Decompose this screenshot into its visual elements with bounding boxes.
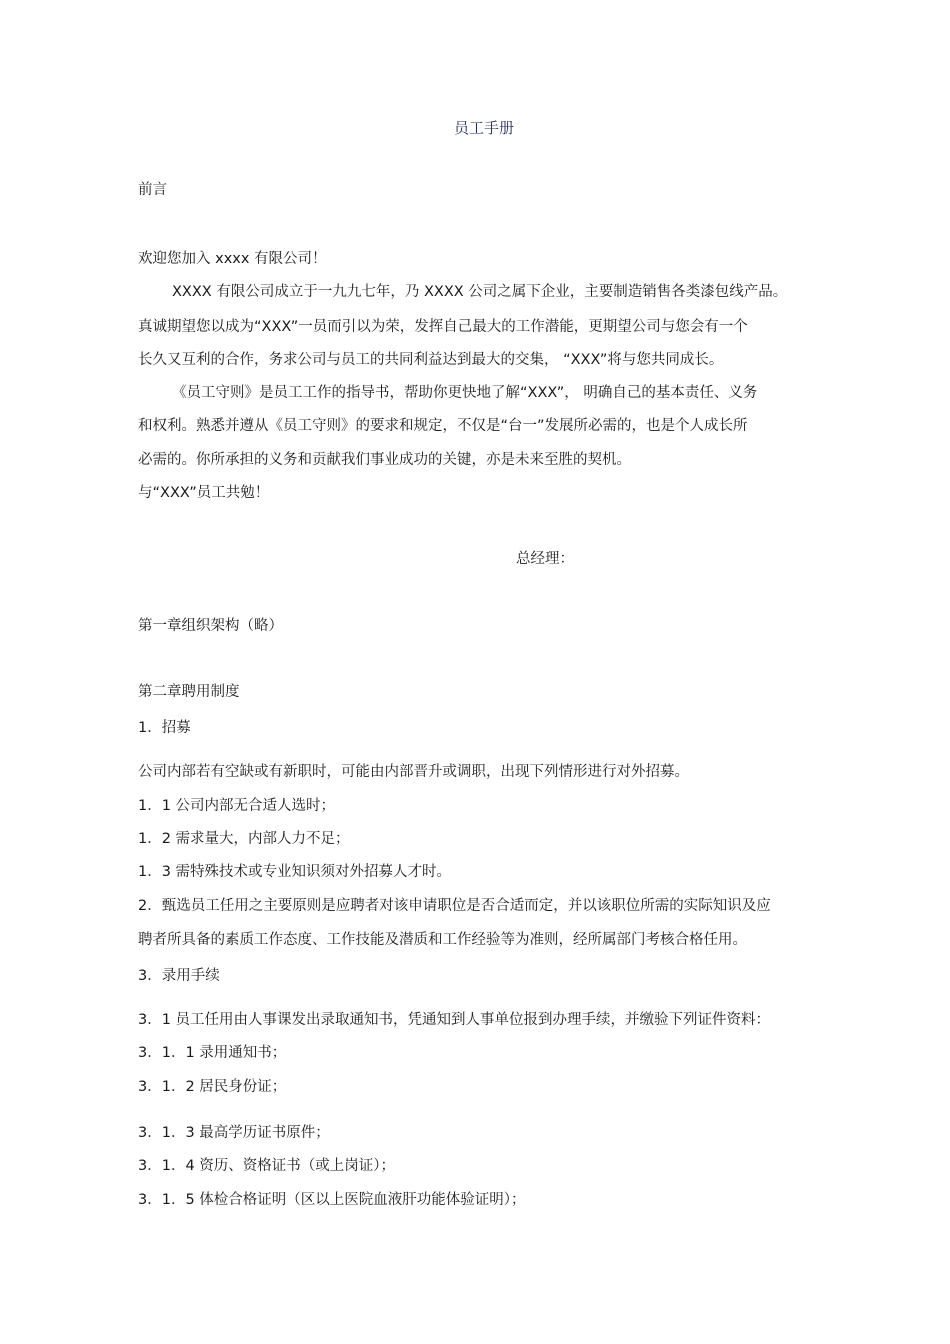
list-item: 1．3 需特殊技术或专业知识须对外招募人才时。: [138, 864, 452, 880]
list-item: 3．1．1 录用通知书；: [138, 1045, 287, 1061]
list-item: 1．2 需求量大，内部人力不足；: [138, 831, 350, 847]
list-item: 3．1．5 体检合格证明（区以上医院血液肝功能体验证明）；: [138, 1192, 526, 1208]
list-item: 1．1 公司内部无合适人选时；: [138, 798, 336, 814]
section-heading: 1．招募: [138, 720, 191, 736]
list-item: 3．1．3 最高学历证书原件；: [138, 1125, 330, 1141]
chapter-heading: 第二章聘用制度: [138, 684, 240, 700]
list-item: 3．1．2 居民身份证；: [138, 1079, 287, 1095]
closing-line: 与“XXX”员工共勉！: [138, 485, 270, 501]
guide-paragraph-line: 和权利。熟悉并遵从《员工守则》的要求和规定，不仅是“台一”发展所必需的，也是个人成长所: [138, 418, 748, 434]
section-text: 3．1 员工任用由人事课发出录取通知书，凭通知到人事单位报到办理手续，并缴验下列证件资料：: [138, 1012, 771, 1028]
section-text: 2．甄选员工任用之主要原则是应聘者对该申请职位是否合适而定，并以该职位所需的实际知识及应: [138, 898, 771, 914]
section-text: 聘者所具备的素质工作态度、工作技能及潜质和工作经验等为准则，经所属部门考核合格任用。: [138, 932, 747, 948]
section-text: 公司内部若有空缺或有新职时，可能由内部晋升或调职，出现下列情形进行对外招募。: [138, 764, 689, 780]
document-title: 员工手册: [454, 119, 515, 137]
welcome-line: 欢迎您加入 xxxx 有限公司！: [138, 251, 327, 267]
chapter-heading: 第一章组织架构（略）: [138, 618, 283, 634]
intro-paragraph-line: 真诚期望您以成为“XXX”一员而引以为荣，发挥自己最大的工作潜能，更期望公司与您会有一个: [138, 319, 748, 335]
list-item: 3．1．4 资历、资格证书（或上岗证）；: [138, 1158, 396, 1174]
section-heading: 3．录用手续: [138, 968, 220, 984]
preface-heading: 前言: [138, 182, 167, 198]
guide-paragraph-line: 必需的。你所承担的义务和贡献我们事业成功的关键，亦是未来至胜的契机。: [138, 452, 631, 468]
intro-paragraph-line: XXXX 有限公司成立于一九九七年，乃 XXXX 公司之属下企业，主要制造销售各类漆包线产品。: [172, 284, 788, 300]
guide-paragraph-line: 《员工守则》是员工工作的指导书，帮助你更快地了解“XXX”， 明确自己的基本责任、义务: [172, 385, 758, 401]
signature-label: 总经理：: [516, 551, 574, 567]
intro-paragraph-line: 长久又互利的合作，务求公司与员工的共同利益达到最大的交集， “XXX”将与您共同成长。: [138, 352, 724, 368]
